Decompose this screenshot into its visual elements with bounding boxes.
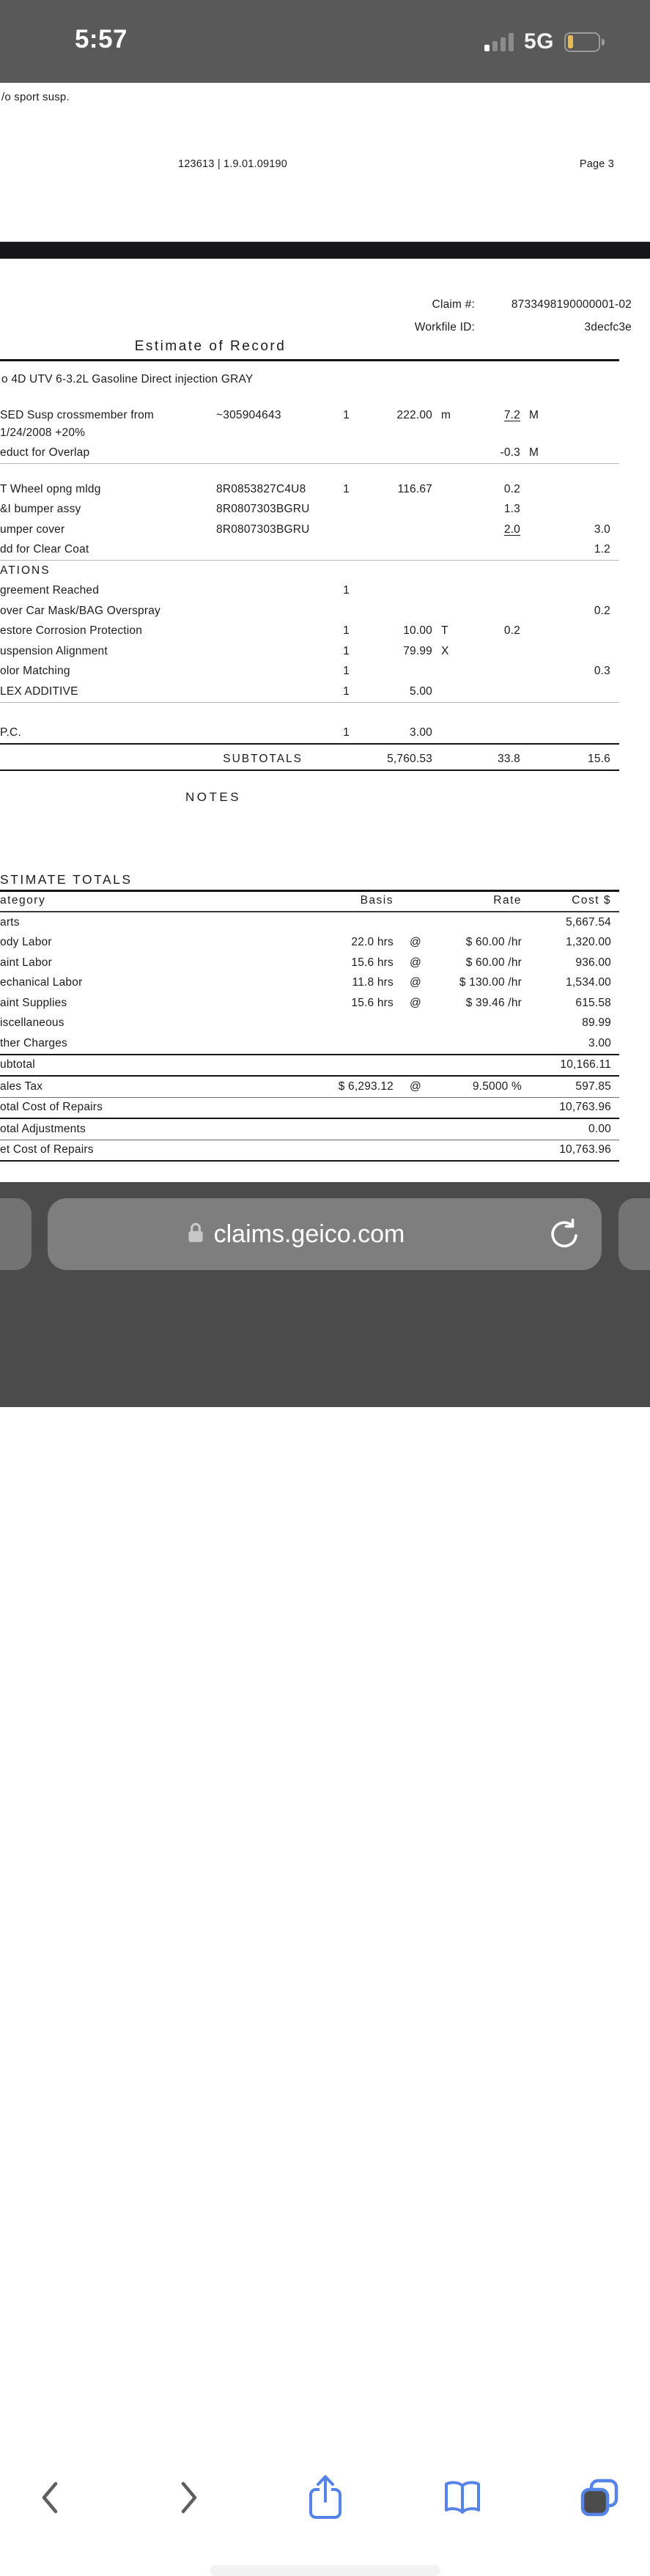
vehicle-description: o 4D UTV 6-3.2L Gasoline Direct injection GRAY — [1, 373, 254, 385]
category-label: ubtotal — [0, 1058, 35, 1071]
subtotals-row — [0, 745, 619, 771]
paint-hours: 1.2 — [594, 543, 610, 556]
rate-value: $ 60.00 /hr — [465, 956, 522, 969]
totals-row — [0, 973, 619, 994]
cost-value: 615.58 — [575, 996, 611, 1009]
price: 116.67 — [397, 482, 432, 495]
basis-value: 15.6 hrs — [351, 956, 394, 969]
part-number: 8R0807303BGRU — [216, 503, 310, 515]
item-description: umper cover — [0, 523, 65, 536]
line-item-row — [0, 581, 619, 602]
basis-value: 11.8 hrs — [352, 976, 394, 989]
quantity: 1 — [343, 644, 350, 657]
item-description: SED Susp crossmember from — [0, 408, 154, 421]
col-cost: Cost $ — [572, 894, 611, 907]
next-tab-stub[interactable] — [618, 1198, 650, 1270]
totals-row — [0, 993, 619, 1014]
line-item-row — [0, 479, 619, 500]
price-code: X — [441, 644, 449, 657]
forward-button[interactable] — [163, 2472, 215, 2523]
pdf-document — [0, 83, 650, 1182]
basis-value: 15.6 hrs — [351, 996, 394, 1009]
subtotals-label: SUBTOTALS — [223, 752, 303, 765]
item-description: greement Reached — [0, 584, 100, 597]
category-label: ales Tax — [0, 1080, 43, 1093]
doc-footer-id: 123613 | 1.9.01.09190 — [178, 158, 288, 170]
share-button[interactable] — [300, 2472, 351, 2523]
basis-value: 22.0 hrs — [351, 936, 394, 948]
labor-hours: 2.0 — [503, 523, 520, 536]
labor-hours: -0.3 — [500, 446, 520, 459]
category-label: arts — [0, 915, 20, 929]
line-item-row — [0, 641, 619, 662]
paint-hours: 0.3 — [594, 665, 610, 677]
item-description: P.C. — [0, 726, 21, 739]
totals-row — [0, 933, 619, 953]
estimate-totals-heading: STIMATE TOTALS — [0, 872, 619, 892]
cost-value: 5,667.54 — [566, 915, 611, 929]
totals-row — [0, 1098, 619, 1120]
labor-hours: 7.2 — [503, 408, 520, 421]
at-symbol: @ — [410, 996, 421, 1009]
totals-row — [0, 1014, 619, 1034]
line-item-row — [0, 500, 619, 520]
basis-value: $ 6,293.12 — [338, 1080, 394, 1093]
clock: 5:57 — [74, 25, 128, 53]
tabs-button[interactable] — [574, 2472, 625, 2523]
subtotals-labor-hours: 33.8 — [498, 752, 520, 765]
cost-value: 936.00 — [575, 956, 611, 969]
claim-number-value: 8733498190000001-02 — [511, 298, 632, 311]
rate-value: $ 130.00 /hr — [459, 976, 522, 989]
labor-hours: 0.2 — [503, 482, 520, 495]
col-rate: Rate — [493, 894, 522, 907]
labor-hours: 0.2 — [503, 624, 520, 637]
line-item-row — [0, 682, 619, 703]
category-label: iscellaneous — [0, 1016, 64, 1029]
line-item-row — [0, 718, 619, 745]
line-items-table — [0, 405, 619, 771]
category-label: otal Adjustments — [0, 1122, 86, 1135]
totals-row — [0, 1077, 619, 1098]
totals-row — [0, 1033, 619, 1055]
line-item-row — [0, 405, 619, 426]
category-label: echanical Labor — [0, 976, 83, 989]
quantity: 1 — [343, 624, 350, 637]
totals-row — [0, 1119, 619, 1140]
cost-value: 0.00 — [588, 1122, 611, 1135]
subtotals-amount: 5,760.53 — [387, 752, 432, 765]
signal-strength-icon — [484, 33, 514, 51]
cost-value: 3.00 — [588, 1036, 611, 1049]
quantity: 1 — [343, 584, 350, 597]
item-description: olor Matching — [0, 665, 70, 677]
section-heading: ATIONS — [0, 564, 51, 577]
tabs-icon — [579, 2477, 620, 2518]
price-code: m — [441, 408, 451, 421]
back-button[interactable] — [24, 2472, 75, 2523]
reload-icon — [547, 1217, 581, 1251]
category-label: ther Charges — [0, 1036, 68, 1049]
cost-value: 10,763.96 — [559, 1101, 611, 1113]
price: 3.00 — [410, 726, 432, 739]
item-description: estore Corrosion Protection — [0, 624, 143, 637]
line-item-row — [0, 520, 619, 540]
at-symbol: @ — [410, 976, 421, 989]
previous-tab-stub[interactable] — [0, 1198, 32, 1270]
item-description: &I bumper assy — [0, 503, 81, 515]
item-description: educt for Overlap — [0, 446, 90, 459]
bookmarks-book-icon — [441, 2479, 484, 2516]
at-symbol: @ — [410, 956, 421, 969]
claim-number-label: Claim #: — [432, 298, 475, 311]
totals-header-row — [0, 892, 619, 912]
clipped-text-line: /o sport susp. — [1, 91, 70, 103]
home-indicator[interactable] — [210, 2565, 440, 2576]
workfile-id-label: Workfile ID: — [414, 321, 475, 333]
totals-row — [0, 1055, 619, 1077]
price: 222.00 — [396, 408, 432, 421]
cost-value: 10,763.96 — [559, 1143, 611, 1156]
cost-value: 89.99 — [582, 1016, 611, 1029]
line-item-row — [0, 540, 619, 561]
cost-value: 1,320.00 — [566, 936, 611, 948]
reload-button[interactable] — [547, 1217, 581, 1251]
line-item-row — [0, 662, 619, 682]
totals-row — [0, 953, 619, 973]
estimate-totals-table — [0, 872, 619, 1162]
line-item-row — [0, 426, 619, 443]
forward-chevron-icon — [177, 2479, 201, 2517]
category-label: ody Labor — [0, 936, 52, 948]
notes-heading: NOTES — [185, 790, 242, 804]
category-label: aint Supplies — [0, 996, 67, 1009]
at-symbol: @ — [410, 1080, 421, 1093]
totals-row — [0, 1140, 619, 1162]
row-spacer — [0, 703, 619, 718]
labor-unit: M — [529, 408, 539, 421]
lock-icon — [186, 1221, 205, 1248]
item-description: uspension Alignment — [0, 644, 108, 657]
totals-row — [0, 912, 619, 933]
rate-value: $ 60.00 /hr — [465, 936, 522, 948]
quantity: 1 — [343, 726, 350, 739]
at-symbol: @ — [410, 936, 421, 948]
address-bar[interactable] — [48, 1198, 602, 1270]
workfile-id-value: 3decfc3e — [584, 321, 632, 333]
line-item-row — [0, 621, 619, 642]
rate-value: $ 39.46 /hr — [465, 996, 522, 1009]
line-item-row — [0, 443, 619, 465]
price: 10.00 — [403, 624, 432, 637]
battery-icon — [564, 32, 605, 52]
quantity: 1 — [343, 665, 350, 677]
category-label: aint Labor — [0, 956, 52, 969]
cost-value: 1,534.00 — [566, 976, 611, 989]
status-bar — [0, 0, 650, 83]
item-description: dd for Clear Coat — [0, 543, 89, 556]
network-type-label: 5G — [523, 29, 554, 53]
safari-bottom-bar — [0, 1182, 650, 1407]
page-break-bar — [0, 241, 650, 259]
estimate-of-record-title: Estimate of Record — [134, 339, 287, 354]
price: 5.00 — [410, 684, 432, 698]
category-label: otal Cost of Repairs — [0, 1101, 103, 1113]
paint-hours: 3.0 — [594, 523, 610, 536]
page-number: Page 3 — [579, 158, 614, 170]
labor-unit: M — [529, 446, 539, 459]
bookmarks-button[interactable] — [437, 2472, 488, 2523]
category-label: et Cost of Repairs — [0, 1143, 94, 1156]
item-description: over Car Mask/BAG Overspray — [0, 604, 161, 617]
cost-value: 597.85 — [575, 1080, 611, 1093]
row-spacer — [0, 464, 619, 479]
line-item-row — [0, 561, 619, 581]
labor-hours: 1.3 — [503, 503, 520, 515]
part-number: 8R0807303BGRU — [216, 523, 310, 536]
item-description: 1/24/2008 +20% — [0, 426, 86, 439]
title-rule — [0, 359, 619, 361]
col-basis: Basis — [360, 894, 394, 907]
part-number: 8R0853827C4U8 — [216, 482, 306, 495]
item-description: T Wheel opng mldg — [0, 482, 101, 495]
price: 79.99 — [403, 644, 432, 657]
price-code: T — [441, 624, 448, 637]
subtotals-paint-hours: 15.6 — [588, 752, 610, 765]
back-chevron-icon — [38, 2479, 62, 2517]
quantity: 1 — [343, 684, 350, 698]
item-description: LEX ADDITIVE — [0, 684, 78, 698]
share-icon — [306, 2473, 345, 2522]
line-item-row — [0, 601, 619, 621]
part-number: ~305904643 — [216, 408, 281, 421]
rate-value: 9.5000 % — [472, 1080, 522, 1093]
quantity: 1 — [343, 408, 350, 421]
quantity: 1 — [343, 482, 350, 495]
paint-hours: 0.2 — [594, 604, 610, 617]
url-text: claims.geico.com — [213, 1219, 405, 1248]
col-category: ategory — [0, 894, 46, 907]
cost-value: 10,166.11 — [560, 1058, 611, 1071]
